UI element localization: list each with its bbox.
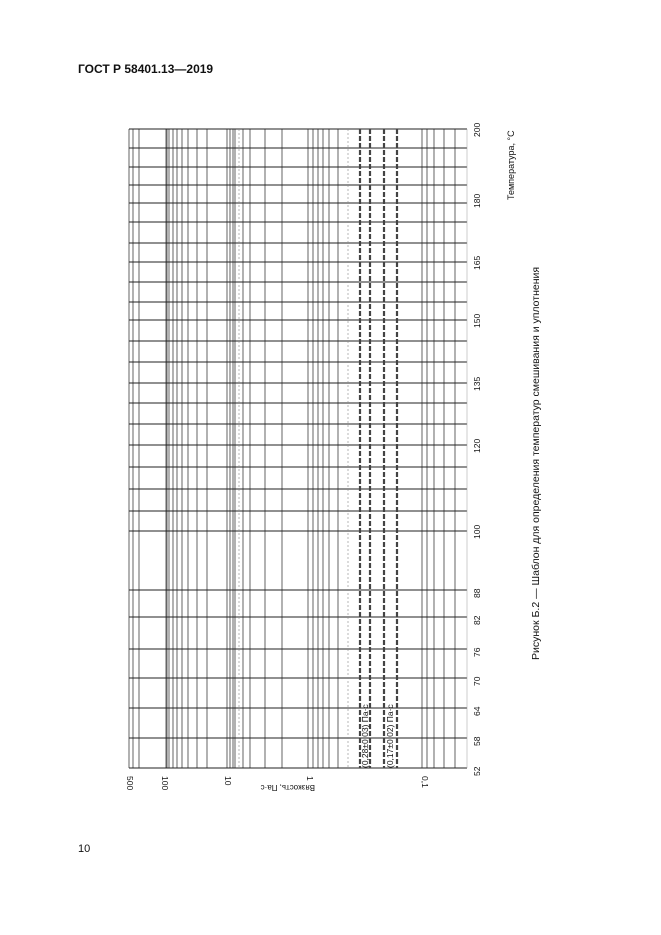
mixing-range-label: (0,28±0,03) Па·с [360, 704, 370, 768]
temperature-tick-label: 52 [472, 766, 482, 776]
compaction-range-label: (0,17±0,02) Па·с [385, 704, 395, 768]
viscosity-tick-label: 0,1 [420, 776, 430, 788]
temperature-axis-title: Температура, °С [506, 130, 516, 200]
viscosity-tick-label: 100 [160, 776, 170, 791]
temperature-tick-label: 150 [472, 313, 482, 328]
temperature-tick-label: 135 [472, 376, 482, 391]
temperature-tick-label: 200 [472, 122, 482, 137]
temperature-tick-label: 88 [472, 588, 482, 598]
temperature-tick-label: 120 [472, 438, 482, 453]
viscosity-tick-label: 10 [223, 776, 233, 786]
document-header: ГОСТ Р 58401.13—2019 [78, 62, 214, 76]
temperature-tick-label: 58 [472, 736, 482, 746]
temperature-tick-label: 180 [472, 193, 482, 208]
temperature-tick-label: 165 [472, 255, 482, 270]
page-number: 10 [78, 843, 91, 855]
figure-caption: Рисунок Б.2 — Шаблон для определения температур смешивания и уплотнения [530, 266, 542, 660]
temperature-tick-label: 64 [472, 706, 482, 716]
viscosity-tick-label: 500 [125, 776, 135, 791]
viscosity-tick-label: 1 [305, 776, 315, 781]
temperature-tick-label: 76 [472, 647, 482, 657]
temperature-tick-label: 100 [472, 524, 482, 539]
temperature-tick-label: 70 [472, 676, 482, 686]
temperature-tick-label: 82 [472, 615, 482, 625]
viscosity-axis-title: Вязкость, Па·с [260, 783, 315, 792]
